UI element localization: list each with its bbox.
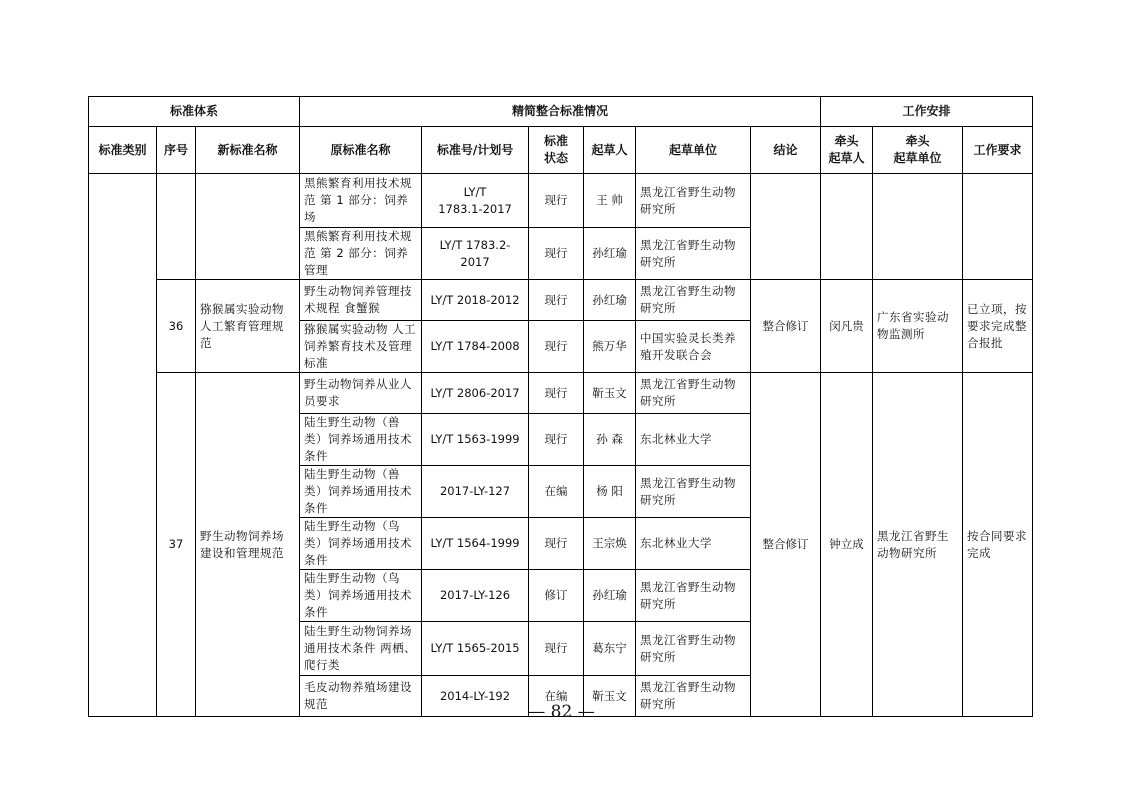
code-cell: LY/T 1565-2015 bbox=[422, 622, 529, 676]
unit-cell: 黑龙江省野生动物研究所 bbox=[636, 174, 751, 228]
conclusion-cell: 整合修订 bbox=[751, 280, 821, 373]
col-header-lead-drafter: 牵头 起草人 bbox=[821, 127, 873, 174]
group-header-system: 标准体系 bbox=[89, 97, 300, 127]
drafter-cell: 熊万华 bbox=[584, 321, 636, 373]
code-cell: 2017-LY-127 bbox=[422, 466, 529, 518]
code-cell: LY/T 1784-2008 bbox=[422, 321, 529, 373]
orig-name-cell: 黑熊繁育利用技术规范 第 2 部分：饲养管理 bbox=[300, 228, 422, 280]
drafter-cell: 王 帅 bbox=[584, 174, 636, 228]
col-header-drafting-unit: 起草单位 bbox=[636, 127, 751, 174]
new-name-cell: 猕猴属实验动物人工繁育管理规范 bbox=[196, 280, 300, 373]
orig-name-cell: 猕猴属实验动物 人工饲养繁育技术及管理标准 bbox=[300, 321, 422, 373]
unit-cell: 黑龙江省野生动物研究所 bbox=[636, 280, 751, 321]
table-row bbox=[89, 280, 1033, 321]
status-cell: 在编 bbox=[529, 466, 584, 518]
drafter-cell: 孙红瑜 bbox=[584, 228, 636, 280]
status-cell: 现行 bbox=[529, 321, 584, 373]
seq-cell: 36 bbox=[157, 280, 196, 373]
col-header-seq: 序号 bbox=[157, 127, 196, 174]
status-cell: 现行 bbox=[529, 518, 584, 570]
table-row bbox=[89, 373, 1033, 414]
unit-cell: 中国实验灵长类养殖开发联合会 bbox=[636, 321, 751, 373]
seq-cell: 37 bbox=[157, 373, 196, 717]
orig-name-cell: 黑熊繁育利用技术规范 第 1 部分：饲养场 bbox=[300, 174, 422, 228]
col-header-code: 标准号/计划号 bbox=[422, 127, 529, 174]
status-cell: 现行 bbox=[529, 280, 584, 321]
status-cell: 修订 bbox=[529, 570, 584, 622]
unit-cell: 东北林业大学 bbox=[636, 414, 751, 466]
requirement-cell: 已立项，按要求完成整合报批 bbox=[963, 280, 1033, 373]
col-header-work-requirement: 工作要求 bbox=[963, 127, 1033, 174]
status-cell: 在编 bbox=[529, 676, 584, 717]
status-cell: 现行 bbox=[529, 373, 584, 414]
column-header-row bbox=[89, 127, 1033, 174]
requirement-cell: 按合同要求完成 bbox=[963, 373, 1033, 717]
drafter-cell: 杨 阳 bbox=[584, 466, 636, 518]
unit-cell: 黑龙江省野生动物研究所 bbox=[636, 466, 751, 518]
drafter-cell: 靳玉文 bbox=[584, 373, 636, 414]
unit-cell: 黑龙江省野生动物研究所 bbox=[636, 228, 751, 280]
status-cell: 现行 bbox=[529, 414, 584, 466]
code-cell: LY/T 1783.2-2017 bbox=[422, 228, 529, 280]
unit-cell: 黑龙江省野生动物研究所 bbox=[636, 373, 751, 414]
unit-cell: 黑龙江省野生动物研究所 bbox=[636, 570, 751, 622]
col-header-new-name: 新标准名称 bbox=[196, 127, 300, 174]
group-header-consolidation: 精简整合标准情况 bbox=[300, 97, 821, 127]
unit-cell: 黑龙江省野生动物研究所 bbox=[636, 676, 751, 717]
drafter-cell: 孙 森 bbox=[584, 414, 636, 466]
col-header-lead-unit: 牵头 起草单位 bbox=[873, 127, 963, 174]
orig-name-cell: 陆生野生动物饲养场通用技术条件 两栖、爬行类 bbox=[300, 622, 422, 676]
orig-name-cell: 陆生野生动物（兽类）饲养场通用技术条件 bbox=[300, 466, 422, 518]
col-header-category: 标准类别 bbox=[89, 127, 157, 174]
drafter-cell: 靳玉文 bbox=[584, 676, 636, 717]
col-header-status: 标准 状态 bbox=[529, 127, 584, 174]
orig-name-cell: 陆生野生动物（兽类）饲养场通用技术条件 bbox=[300, 414, 422, 466]
conclusion-cell: 整合修订 bbox=[751, 373, 821, 717]
code-cell: 2017-LY-126 bbox=[422, 570, 529, 622]
code-cell: LY/T 1564-1999 bbox=[422, 518, 529, 570]
group-header-row bbox=[89, 97, 1033, 127]
drafter-cell: 葛东宁 bbox=[584, 622, 636, 676]
new-name-cell: 野生动物饲养场建设和管理规范 bbox=[196, 373, 300, 717]
table-row bbox=[89, 174, 1033, 228]
orig-name-cell: 野生动物饲养从业人员要求 bbox=[300, 373, 422, 414]
unit-cell: 东北林业大学 bbox=[636, 518, 751, 570]
category-cell bbox=[89, 174, 157, 717]
col-header-orig-name: 原标准名称 bbox=[300, 127, 422, 174]
code-cell: 2014-LY-192 bbox=[422, 676, 529, 717]
drafter-cell: 孙红瑜 bbox=[584, 280, 636, 321]
unit-cell: 黑龙江省野生动物研究所 bbox=[636, 622, 751, 676]
drafter-cell: 王宗焕 bbox=[584, 518, 636, 570]
lead-unit-cell bbox=[873, 174, 963, 280]
orig-name-cell: 野生动物饲养管理技术规程 食蟹猴 bbox=[300, 280, 422, 321]
standards-table bbox=[88, 96, 1033, 717]
code-cell: LY/T 1563-1999 bbox=[422, 414, 529, 466]
page-number: — 82 — bbox=[528, 702, 595, 722]
code-cell: LY/T 2806-2017 bbox=[422, 373, 529, 414]
status-cell: 现行 bbox=[529, 228, 584, 280]
new-name-cell bbox=[196, 174, 300, 280]
lead-drafter-cell bbox=[821, 174, 873, 280]
lead-unit-cell: 黑龙江省野生动物研究所 bbox=[873, 373, 963, 717]
orig-name-cell: 毛皮动物养殖场建设规范 bbox=[300, 676, 422, 717]
conclusion-cell bbox=[751, 174, 821, 280]
col-header-drafter: 起草人 bbox=[584, 127, 636, 174]
lead-drafter-cell: 闵凡贵 bbox=[821, 280, 873, 373]
col-header-conclusion: 结论 bbox=[751, 127, 821, 174]
code-cell: LY/T 1783.1-2017 bbox=[422, 174, 529, 228]
lead-drafter-cell: 钟立成 bbox=[821, 373, 873, 717]
lead-unit-cell: 广东省实验动物监测所 bbox=[873, 280, 963, 373]
status-cell: 现行 bbox=[529, 174, 584, 228]
code-cell: LY/T 2018-2012 bbox=[422, 280, 529, 321]
drafter-cell: 孙红瑜 bbox=[584, 570, 636, 622]
seq-cell bbox=[157, 174, 196, 280]
orig-name-cell: 陆生野生动物（鸟类）饲养场通用技术条件 bbox=[300, 518, 422, 570]
orig-name-cell: 陆生野生动物（鸟类）饲养场通用技术条件 bbox=[300, 570, 422, 622]
requirement-cell bbox=[963, 174, 1033, 280]
group-header-work-plan: 工作安排 bbox=[821, 97, 1033, 127]
status-cell: 现行 bbox=[529, 622, 584, 676]
